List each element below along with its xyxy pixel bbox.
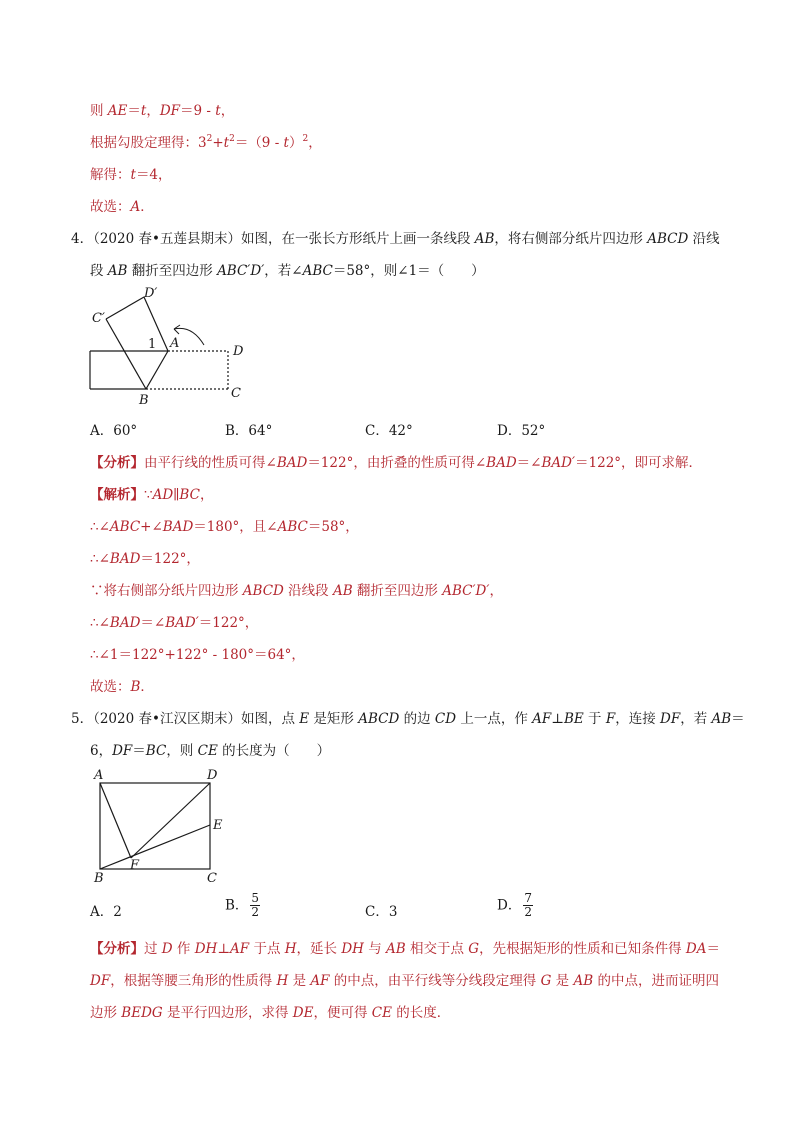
- q4-label-c: C: [231, 386, 241, 401]
- q4-label-a: A: [170, 336, 180, 351]
- q4-option-a: A．60°: [90, 423, 138, 439]
- q5-stem-line-2: 6，DF＝BC，则 CE 的长度为（ ）: [90, 743, 331, 759]
- q3-line-2: 根据勾股定理得：$3^2+t^2=(9 - t)^2$，: [90, 134, 322, 151]
- q5-label-d: D: [207, 768, 218, 783]
- q4-solution-3: ∴∠BAD＝122°，: [90, 551, 200, 567]
- q5-label-c: C: [207, 871, 217, 886]
- q4-option-d: D．52°: [497, 423, 546, 439]
- q4-label-b: B: [139, 393, 149, 408]
- q5-label-a: A: [94, 768, 104, 783]
- q4-option-c: C．42°: [365, 423, 413, 439]
- q5-stem-line-1: 5．（2020 春•江汉区期末）如图，点 E 是矩形 ABCD 的边 CD 上一点，作 AF⊥BE 于 F，连接 DF，若 AB＝: [71, 711, 745, 727]
- q4-solution-4: ∵将右侧部分纸片四边形 ABCD 沿线段 AB 翻折至四边形 ABC′D′，: [90, 583, 503, 599]
- q4-solution-2: ∴∠ABC+∠BAD＝180°，且∠ABC＝58°，: [90, 519, 359, 535]
- q4-stem-line-2: 段 AB 翻折至四边形 ABC′D′，若∠ABC＝58°，则∠1＝（ ）: [90, 263, 485, 279]
- q5-label-e: E: [213, 818, 223, 833]
- q5-label-f: F: [130, 858, 140, 873]
- q5-option-d: D． $\frac{7}{2}$: [497, 891, 532, 919]
- q3-line-1: 则 AE＝t，DF＝9 - t，: [90, 103, 235, 119]
- q4-stem-line-1: 4．（2020 春•五莲县期末）如图，在一张长方形纸片上画一条线段 AB，将右侧部分纸片四边形 ABCD 沿线: [71, 231, 720, 247]
- q5-option-c: C．3: [365, 904, 398, 920]
- q4-label-d1: D′: [144, 286, 158, 301]
- q4-option-b: B．64°: [225, 423, 273, 439]
- q5-label-b: B: [94, 871, 104, 886]
- q5-analysis-line-2: DF，根据等腰三角形的性质得 H 是 AF 的中点，由平行线等分线段定理得 G 是 AB 的中点，进而证明四: [90, 973, 719, 989]
- q4-segment-ab: [146, 351, 168, 389]
- q5-option-a: A．2: [90, 904, 122, 920]
- q4-analysis: 【分析】由平行线的性质可得∠BAD＝122°，由折叠的性质可得∠BAD＝∠BAD′＝122°，即可求解．: [90, 455, 703, 471]
- q5-segment-be: [100, 825, 210, 869]
- q4-segment-c1d1: [106, 297, 144, 319]
- q5-analysis-line-1: 【分析】过 D 作 DH⊥AF 于点 H，延长 DH 与 AB 相交于点 G，先根据矩形的性质和已知条件得 DA＝: [90, 941, 720, 957]
- q4-answer: 故选：B．: [90, 679, 154, 695]
- q4-label-c1: C′: [92, 311, 105, 326]
- q5-segment-af: [100, 783, 131, 858]
- q3-line-3: 解得：t＝4，: [90, 167, 172, 183]
- q4-solution-6: ∴∠1＝122°+122° - 180°＝64°，: [90, 647, 305, 663]
- q5-analysis-line-3: 边形 BEDG 是平行四边形，求得 DE，便可得 CE 的长度．: [90, 1005, 451, 1021]
- q5-rect-abcd: [100, 783, 210, 869]
- q5-option-b: B． $\frac{5}{2}$: [225, 891, 260, 919]
- q4-solution-1: 【解析】∵AD∥BC，: [90, 487, 214, 503]
- q4-fold-figure: [80, 285, 260, 410]
- q4-solution-5: ∴∠BAD＝∠BAD′＝122°，: [90, 615, 259, 631]
- q4-label-1: 1: [148, 337, 157, 352]
- q4-fold-arrowhead: [174, 325, 180, 334]
- q5-rectangle-figure: [85, 765, 235, 890]
- q4-segment-bc1: [106, 319, 146, 389]
- q5-segment-df: [131, 783, 210, 858]
- q3-line-4: 故选：A．: [90, 199, 154, 215]
- q4-label-d: D: [233, 344, 244, 359]
